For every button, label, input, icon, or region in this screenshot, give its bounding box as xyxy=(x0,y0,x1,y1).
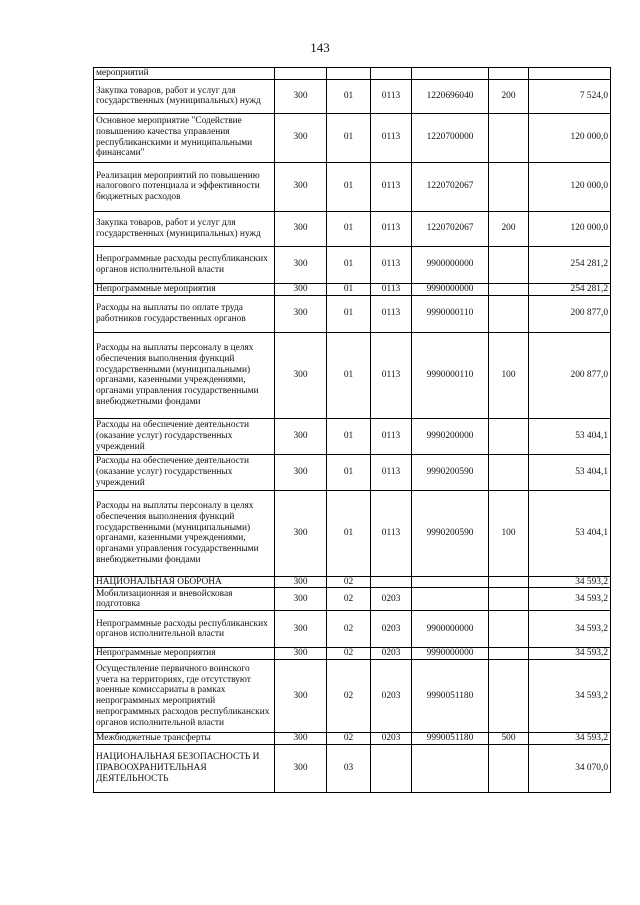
cell-subsection: 0113 xyxy=(371,79,412,113)
budget-table-body xyxy=(94,68,611,793)
cell-name: Расходы на выплаты по оплате труда работников государственных органов xyxy=(94,295,275,332)
cell-subsection: 0113 xyxy=(371,246,412,283)
cell-target-article: 9990200590 xyxy=(412,490,489,576)
cell-target-article: 9990051180 xyxy=(412,733,489,745)
cell-admin-code: 300 xyxy=(275,113,327,162)
cell-admin-code: 300 xyxy=(275,454,327,490)
cell-section: 01 xyxy=(327,283,371,295)
cell-amount: 120 000,0 xyxy=(529,162,611,211)
cell-section: 01 xyxy=(327,79,371,113)
cell-expense-type: 200 xyxy=(489,211,529,246)
page-number: 143 xyxy=(310,40,330,55)
cell-expense-type xyxy=(489,418,529,454)
cell-amount: 34 593,2 xyxy=(529,588,611,611)
cell-name: Расходы на выплаты персоналу в целях обеспечения выполнения функций государственными (муниципальными) органами, казенными учреждениями, органами управления государственными внебюджетными фондами xyxy=(94,332,275,418)
cell-target-article xyxy=(412,68,489,80)
cell-expense-type xyxy=(489,68,529,80)
cell-amount: 53 404,1 xyxy=(529,490,611,576)
cell-amount: 34 593,2 xyxy=(529,611,611,648)
budget-table xyxy=(93,67,611,793)
cell-target-article: 9990000110 xyxy=(412,295,489,332)
cell-section: 01 xyxy=(327,418,371,454)
cell-amount: 254 281,2 xyxy=(529,246,611,283)
table-row xyxy=(94,418,611,454)
cell-expense-type xyxy=(489,162,529,211)
cell-subsection: 0113 xyxy=(371,211,412,246)
table-row xyxy=(94,744,611,792)
cell-expense-type xyxy=(489,113,529,162)
cell-section: 02 xyxy=(327,648,371,660)
cell-section: 02 xyxy=(327,576,371,588)
cell-expense-type xyxy=(489,576,529,588)
cell-subsection: 0203 xyxy=(371,611,412,648)
cell-expense-type xyxy=(489,246,529,283)
cell-admin-code: 300 xyxy=(275,744,327,792)
cell-section: 01 xyxy=(327,490,371,576)
cell-name: НАЦИОНАЛЬНАЯ БЕЗОПАСНОСТЬ И ПРАВООХРАНИТЕЛЬНАЯ ДЕЯТЕЛЬНОСТЬ xyxy=(94,744,275,792)
cell-target-article: 9900000000 xyxy=(412,246,489,283)
cell-amount: 200 877,0 xyxy=(529,295,611,332)
cell-expense-type: 100 xyxy=(489,490,529,576)
cell-target-article: 9990200590 xyxy=(412,454,489,490)
cell-amount: 34 593,2 xyxy=(529,733,611,745)
cell-name: Расходы на обеспечение деятельности (оказание услуг) государственных учреждений xyxy=(94,418,275,454)
cell-amount: 34 593,2 xyxy=(529,648,611,660)
cell-subsection: 0113 xyxy=(371,332,412,418)
cell-expense-type xyxy=(489,611,529,648)
cell-subsection: 0113 xyxy=(371,162,412,211)
cell-expense-type: 100 xyxy=(489,332,529,418)
cell-name: Закупка товаров, работ и услуг для государственных (муниципальных) нужд xyxy=(94,211,275,246)
table-row xyxy=(94,733,611,745)
cell-name: Непрограммные мероприятия xyxy=(94,283,275,295)
table-row xyxy=(94,113,611,162)
cell-admin-code xyxy=(275,68,327,80)
cell-amount: 34 070,0 xyxy=(529,744,611,792)
cell-expense-type xyxy=(489,588,529,611)
cell-subsection xyxy=(371,744,412,792)
cell-section xyxy=(327,68,371,80)
cell-amount: 254 281,2 xyxy=(529,283,611,295)
cell-target-article xyxy=(412,588,489,611)
cell-name: Непрограммные расходы республиканских органов исполнительной власти xyxy=(94,246,275,283)
table-row xyxy=(94,283,611,295)
cell-target-article: 9990000000 xyxy=(412,648,489,660)
cell-target-article: 9990200000 xyxy=(412,418,489,454)
cell-target-article xyxy=(412,576,489,588)
cell-amount: 120 000,0 xyxy=(529,211,611,246)
cell-name: Реализация мероприятий по повышению налогового потенциала и эффективности бюджетных расходов xyxy=(94,162,275,211)
cell-admin-code: 300 xyxy=(275,162,327,211)
cell-target-article: 1220702067 xyxy=(412,162,489,211)
table-row xyxy=(94,648,611,660)
cell-admin-code: 300 xyxy=(275,332,327,418)
cell-amount: 34 593,2 xyxy=(529,660,611,733)
cell-name: Расходы на обеспечение деятельности (оказание услуг) государственных учреждений xyxy=(94,454,275,490)
cell-section: 02 xyxy=(327,588,371,611)
cell-expense-type: 200 xyxy=(489,79,529,113)
cell-admin-code: 300 xyxy=(275,611,327,648)
cell-section: 01 xyxy=(327,211,371,246)
table-row xyxy=(94,79,611,113)
table-row xyxy=(94,246,611,283)
cell-subsection xyxy=(371,576,412,588)
cell-amount: 34 593,2 xyxy=(529,576,611,588)
cell-amount: 200 877,0 xyxy=(529,332,611,418)
cell-admin-code: 300 xyxy=(275,418,327,454)
cell-expense-type xyxy=(489,454,529,490)
cell-subsection: 0113 xyxy=(371,295,412,332)
cell-admin-code: 300 xyxy=(275,576,327,588)
cell-target-article: 1220696040 xyxy=(412,79,489,113)
cell-target-article: 1220702067 xyxy=(412,211,489,246)
cell-name: НАЦИОНАЛЬНАЯ ОБОРОНА xyxy=(94,576,275,588)
cell-amount xyxy=(529,68,611,80)
cell-subsection: 0113 xyxy=(371,283,412,295)
cell-admin-code: 300 xyxy=(275,246,327,283)
cell-expense-type xyxy=(489,283,529,295)
cell-subsection: 0203 xyxy=(371,648,412,660)
table-row xyxy=(94,660,611,733)
table-row xyxy=(94,332,611,418)
cell-name: Расходы на выплаты персоналу в целях обеспечения выполнения функций государственными (муниципальными) органами, казенными учреждениями, органами управления государственными внебюджетными фондами xyxy=(94,490,275,576)
cell-name: мероприятий xyxy=(94,68,275,80)
cell-target-article xyxy=(412,744,489,792)
cell-expense-type xyxy=(489,744,529,792)
cell-subsection: 0113 xyxy=(371,454,412,490)
cell-subsection: 0203 xyxy=(371,660,412,733)
table-row xyxy=(94,68,611,80)
cell-name: Непрограммные расходы республиканских органов исполнительной власти xyxy=(94,611,275,648)
cell-section: 01 xyxy=(327,162,371,211)
table-row xyxy=(94,576,611,588)
cell-name: Мобилизационная и вневойсковая подготовка xyxy=(94,588,275,611)
table-row xyxy=(94,588,611,611)
cell-admin-code: 300 xyxy=(275,733,327,745)
table-row xyxy=(94,490,611,576)
cell-target-article: 9990051180 xyxy=(412,660,489,733)
cell-section: 02 xyxy=(327,611,371,648)
cell-admin-code: 300 xyxy=(275,660,327,733)
table-row xyxy=(94,611,611,648)
cell-amount: 120 000,0 xyxy=(529,113,611,162)
cell-name: Основное мероприятие "Содействие повышению качества управления республиканскими и муниципальными финансами" xyxy=(94,113,275,162)
cell-section: 01 xyxy=(327,454,371,490)
cell-target-article: 1220700000 xyxy=(412,113,489,162)
cell-expense-type xyxy=(489,295,529,332)
cell-subsection: 0203 xyxy=(371,733,412,745)
cell-expense-type xyxy=(489,660,529,733)
cell-section: 01 xyxy=(327,246,371,283)
cell-name: Осуществление первичного воинского учета на территориях, где отсутствуют военные комиссариаты в рамках непрограммных мероприятий непрограммных расходов республиканских органов исполнительной власти xyxy=(94,660,275,733)
cell-admin-code: 300 xyxy=(275,648,327,660)
cell-target-article: 9990000000 xyxy=(412,283,489,295)
cell-section: 01 xyxy=(327,295,371,332)
cell-expense-type: 500 xyxy=(489,733,529,745)
cell-section: 02 xyxy=(327,733,371,745)
cell-target-article: 9990000110 xyxy=(412,332,489,418)
table-row xyxy=(94,211,611,246)
cell-target-article: 9900000000 xyxy=(412,611,489,648)
cell-admin-code: 300 xyxy=(275,490,327,576)
cell-admin-code: 300 xyxy=(275,283,327,295)
cell-subsection xyxy=(371,68,412,80)
cell-expense-type xyxy=(489,648,529,660)
cell-admin-code: 300 xyxy=(275,211,327,246)
cell-section: 02 xyxy=(327,660,371,733)
cell-name: Непрограммные мероприятия xyxy=(94,648,275,660)
cell-amount: 7 524,0 xyxy=(529,79,611,113)
table-row xyxy=(94,295,611,332)
cell-admin-code: 300 xyxy=(275,295,327,332)
cell-subsection: 0203 xyxy=(371,588,412,611)
cell-name: Закупка товаров, работ и услуг для государственных (муниципальных) нужд xyxy=(94,79,275,113)
cell-amount: 53 404,1 xyxy=(529,418,611,454)
cell-subsection: 0113 xyxy=(371,490,412,576)
cell-section: 01 xyxy=(327,332,371,418)
cell-subsection: 0113 xyxy=(371,113,412,162)
cell-name: Межбюджетные трансферты xyxy=(94,733,275,745)
cell-admin-code: 300 xyxy=(275,79,327,113)
cell-subsection: 0113 xyxy=(371,418,412,454)
cell-amount: 53 404,1 xyxy=(529,454,611,490)
table-row xyxy=(94,454,611,490)
table-row xyxy=(94,162,611,211)
cell-admin-code: 300 xyxy=(275,588,327,611)
cell-section: 03 xyxy=(327,744,371,792)
cell-section: 01 xyxy=(327,113,371,162)
